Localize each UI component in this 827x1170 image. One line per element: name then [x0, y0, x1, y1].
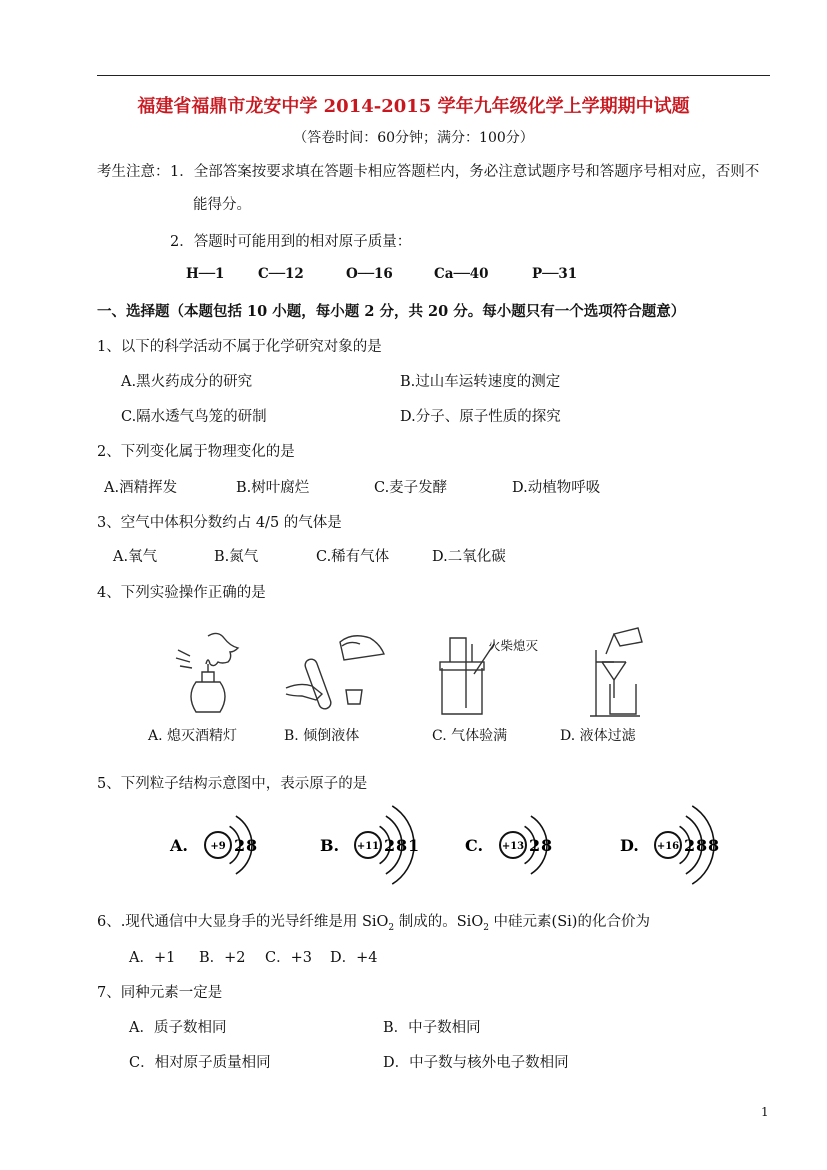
atom-letter: A. [170, 836, 188, 855]
q4-stem: 4、下列实验操作正确的是 [97, 585, 266, 601]
q7-stem: 7、同种元素一定是 [97, 985, 223, 1001]
q1-option-d: D.分子、原子性质的探究 [400, 409, 561, 425]
q7-option-a: A．质子数相同 [129, 1020, 227, 1036]
atom-diagram-d [620, 806, 719, 884]
atom-diagram-c [465, 816, 552, 874]
atom-diagram-b [320, 806, 419, 884]
q3-option-c: C.稀有气体 [316, 549, 390, 565]
header-rule [97, 75, 770, 76]
q6-stem: 6、.现代通信中大显身手的光导纤维是用 SiO$_2$ 制成的。SiO$_2$ 中硅元素(Si)的化合价为 [97, 914, 650, 933]
electron-count: 2 [529, 836, 541, 855]
q3-option-d: D.二氧化碳 [432, 549, 506, 565]
nucleus-charge: +16 [656, 841, 680, 852]
q7-option-b: B．中子数相同 [383, 1020, 481, 1036]
figure-filtration [580, 622, 650, 720]
q6-option-c: C．+3 [265, 950, 312, 966]
q3-option-a: A.氧气 [113, 549, 158, 565]
q1-option-a: A.黑火药成分的研究 [121, 374, 253, 390]
q6-option-b: B．+2 [199, 950, 246, 966]
mass-p: P──31 [532, 266, 578, 282]
nucleus-charge: +11 [356, 841, 380, 852]
electron-count: 8 [708, 836, 720, 855]
exam-info: （答卷时间：60分钟；满分：100分） [293, 130, 534, 146]
q2-option-d: D.动植物呼吸 [512, 480, 601, 496]
fig-c-label: C. 气体验满 [432, 728, 508, 744]
notice-item1: 1．全部答案按要求填在答题卡相应答题栏内，务必注意试题序号和答题序号相对应，否则不 [170, 164, 760, 180]
fig-a-label: A. 熄灭酒精灯 [148, 728, 238, 744]
q1-stem: 1、以下的科学活动不属于化学研究对象的是 [97, 339, 382, 355]
q3-option-b: B.氮气 [214, 549, 259, 565]
atom-diagrams [160, 795, 760, 895]
q1-option-b: B.过山车运转速度的测定 [400, 374, 561, 390]
q1-option-c: C.隔水透气鸟笼的研制 [121, 409, 267, 425]
atom-letter: C. [465, 836, 484, 855]
electron-count: 2 [234, 836, 246, 855]
q2-option-b: B.树叶腐烂 [236, 480, 310, 496]
nucleus-charge: +13 [501, 841, 525, 852]
fig-b-label: B. 倾倒液体 [284, 728, 360, 744]
q7-option-c: C．相对原子质量相同 [129, 1055, 271, 1071]
figure-blow-lamp [168, 628, 248, 720]
q2-option-c: C.麦子发酵 [374, 480, 448, 496]
electron-count: 8 [696, 836, 708, 855]
nucleus-charge: +9 [210, 841, 226, 852]
electron-count: 8 [396, 836, 408, 855]
electron-count: 1 [408, 836, 420, 855]
section-heading: 一、选择题（本题包括 10 小题，每小题 2 分，共 20 分。每小题只有一个选项符合题意） [97, 303, 686, 320]
electron-count: 8 [246, 836, 258, 855]
q6-option-d: D．+4 [330, 950, 378, 966]
mass-ca: Ca──40 [434, 266, 489, 282]
notice-label: 考生注意： [97, 164, 170, 180]
mass-o: O──16 [346, 266, 393, 282]
q5-stem: 5、下列粒子结构示意图中，表示原子的是 [97, 776, 368, 792]
fig-d-label: D. 液体过滤 [560, 728, 636, 744]
mass-c: C──12 [258, 266, 304, 282]
q6-option-a: A．+1 [129, 950, 176, 966]
atom-letter: D. [620, 836, 639, 855]
electron-count: 2 [684, 836, 696, 855]
atom-diagram-a [169, 816, 257, 874]
fig-c-note: 火柴熄灭 [488, 638, 539, 653]
figure-pour-liquid [282, 628, 392, 720]
notice-item1-cont: 能得分。 [193, 197, 251, 213]
q2-stem: 2、下列变化属于物理变化的是 [97, 444, 295, 460]
q2-option-a: A.酒精挥发 [104, 480, 178, 496]
page-number: 1 [761, 1105, 769, 1119]
q7-option-d: D．中子数与核外电子数相同 [383, 1055, 569, 1071]
electron-count: 2 [384, 836, 396, 855]
atom-letter: B. [320, 836, 340, 855]
mass-h: H──1 [186, 266, 225, 282]
electron-count: 8 [541, 836, 553, 855]
q3-stem: 3、空气中体积分数约占 4/5 的气体是 [97, 515, 342, 531]
notice-item2: 2．答题时可能用到的相对原子质量： [170, 234, 412, 250]
page-title: 福建省福鼎市龙安中学 2014-2015 学年九年级化学上学期期中试题 [137, 96, 690, 117]
